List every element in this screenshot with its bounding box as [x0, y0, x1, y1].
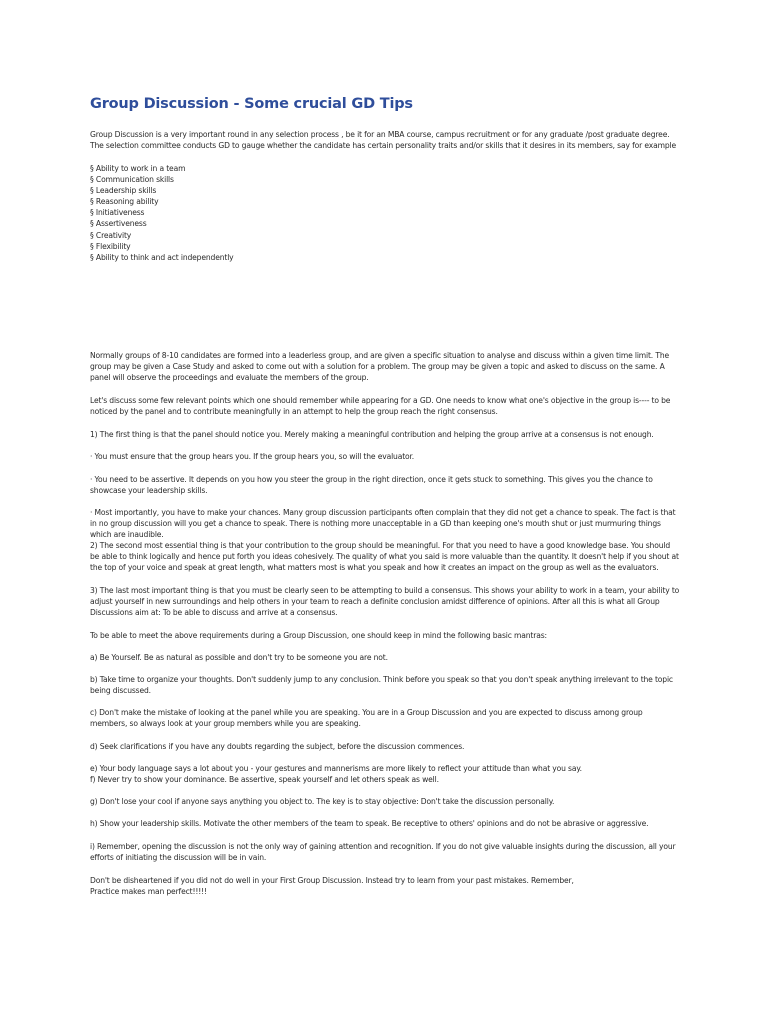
paragraph-mantra-i: i) Remember, opening the discussion is not the only way of gaining attention and recognition. If you do not give valuable insights during the discussion, all your efforts of initiating the discussion will be in vain. [90, 842, 676, 863]
list-item: § Flexibility [90, 241, 131, 251]
paragraph-mantra-d: d) Seek clarifications if you have any doubts regarding the subject, before the discussion commences. [90, 742, 465, 751]
paragraph-bullet-assertive: · You need to be assertive. It depends on you how you steer the group in the right direction, once it gets stuck to something. This gives you the chance to showcase your leadership skills. [90, 475, 653, 496]
list-item: § Creativity [90, 230, 132, 240]
paragraph-mantra-a: a) Be Yourself. Be as natural as possible and don't try to be someone you are not. [90, 653, 388, 662]
paragraph-point-1: 1) The first thing is that the panel should notice you. Merely making a meaningful contribution and helping the group arrive at a consensus is not enough. [90, 430, 654, 439]
document-title: Group Discussion - Some crucial GD Tips [90, 96, 413, 112]
paragraph-mantra-b: b) Take time to organize your thoughts. Don't suddenly jump to any conclusion. Think before you speak so that you don't speak anything irrelevant to the topic being discussed. [90, 675, 673, 696]
paragraph-bullet-chances: · Most importantly, you have to make your chances. Many group discussion participants often complain that they did not get a chance to speak. The fact is that in no group discussion will you get a chance to speak. There is nothing more unacceptable in a GD than keeping one's mouth shut or just murmuring things which are inaudible. [90, 508, 676, 540]
list-item: § Ability to work in a team [90, 164, 186, 173]
paragraph-mantra-c: c) Don't make the mistake of looking at the panel while you are speaking. You are in a Group Discussion and you are expected to discuss among group members, so always look at your group members while you are speaking. [90, 708, 643, 729]
list-item: § Assertiveness [90, 219, 147, 229]
paragraph-closing: Don't be disheartened if you did not do well in your First Group Discussion. Instead try to learn from your past mistakes. Remember, Practice makes man perfect!!!!! [90, 876, 574, 897]
paragraph-normally: Normally groups of 8-10 candidates are formed into a leaderless group, and are given a specific situation to analyse and discuss within a given time limit. The group may be given a Case Study and asked to come out with a solution for a problem. The group may be given a topic and asked to discuss on the same. A panel will observe the proceedings and evaluate the members of the group. [90, 351, 670, 383]
skills-list [90, 163, 234, 263]
paragraph-mantras-intro: To be able to meet the above requirements during a Group Discussion, one should keep in mind the following basic mantras: [90, 631, 547, 640]
list-item: § Reasoning ability [90, 197, 159, 207]
paragraph-point-2: 2) The second most essential thing is that your contribution to the group should be meaningful. For that you need to have a good knowledge base. You should be able to think logically and hence put forth you ideas cohesively. The quality of what you said is more valuable than the quantity. It doesn't help if you shout at the top of your voice and speak at great length, what matters most is what you speak and how it creates an impact on the group as well as the evaluators. [90, 541, 679, 573]
paragraph-bullet-heard: · You must ensure that the group hears you. If the group hears you, so will the evaluator. [90, 452, 415, 461]
list-item: § Communication skills [90, 175, 174, 185]
paragraph-mantra-h: h) Show your leadership skills. Motivate the other members of the team to speak. Be receptive to others' opinions and do not be abrasive or aggressive. [90, 819, 649, 828]
list-item: § Initiativeness [90, 208, 145, 218]
list-item: § Leadership skills [90, 186, 157, 196]
paragraph-point-3: 3) The last most important thing is that you must be clearly seen to be attempting to build a consensus. This shows your ability to work in a team, your ability to adjust yourself in new surroundings and help others in your team to reach a definite conclusion amidst difference of opinions. After all this is what all Group Discussions aim at: To be able to discuss and arrive at a consensus. [90, 586, 680, 618]
paragraph-mantra-g: g) Don't lose your cool if anyone says anything you object to. The key is to stay objective: Don't take the discussion personally. [90, 797, 555, 806]
paragraph-mantra-e-f: e) Your body language says a lot about you - your gestures and mannerisms are more likely to reflect your attitude than what you say. f) Never try to show your dominance. Be assertive, speak yourself and let others speak as well. [90, 764, 582, 785]
intro-paragraph: Group Discussion is a very important round in any selection process , be it for an MBA course, campus recruitment or for any graduate /post graduate degree. The selection committee conducts GD to gauge whether the candidate has certain personality traits and/or skills that it desires in its members, say for example [90, 130, 676, 151]
paragraph-lets-discuss: Let's discuss some few relevant points which one should remember while appearing for a GD. One needs to know what one's objective in the group is---- to be noticed by the panel and to contribute meaningfully in an attempt to help the group reach the right consensus. [90, 396, 671, 417]
list-item: § Ability to think and act independently [90, 252, 234, 262]
